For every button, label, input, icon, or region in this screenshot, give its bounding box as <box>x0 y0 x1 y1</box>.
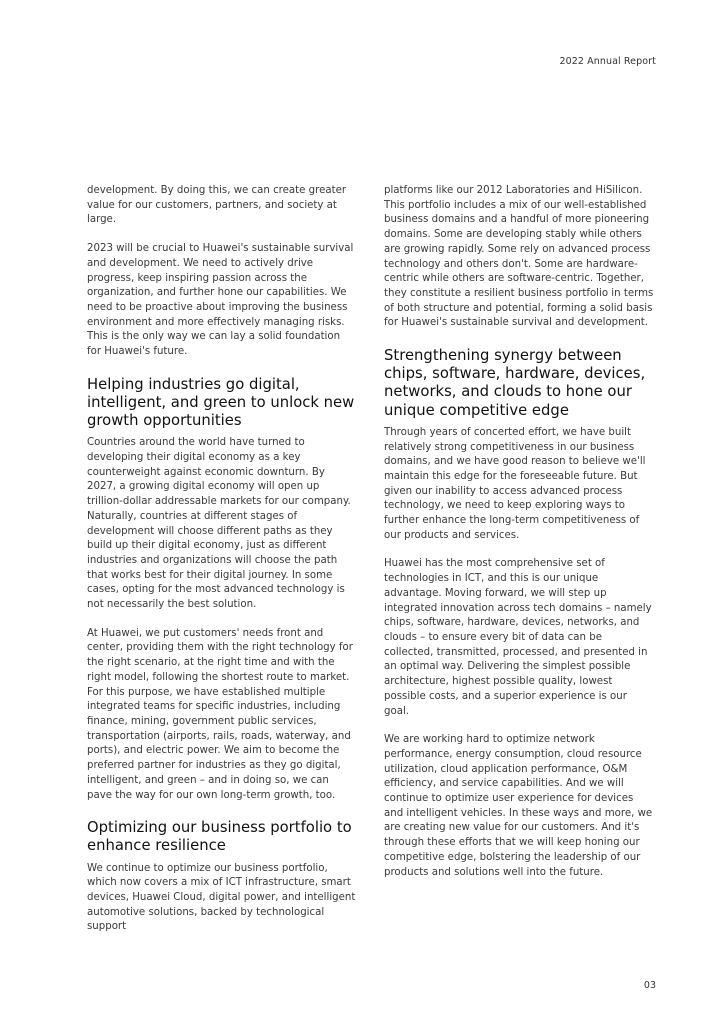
body-paragraph: We are working hard to optimize network performance, energy consumption, cloud resource utilization, cloud application performance, O&M efficiency, and service capabilities. And we will continue to optimize user experience for devices and intelligent vehicles. In these ways and more, we are creating new value for our customers. And it's through these efforts that we will keep honing our competitive edge, bolstering the leadership of our products and solutions well into the future. <box>384 734 653 878</box>
body-paragraph: Through years of concerted effort, we have built relatively strong competitiveness in our business domains, and we have good reason to believe we'll maintain this edge for the foreseeable future. But given our inability to access advanced process technology, we need to keep exploring ways to further enhance the long-term competitiveness of our products and services. <box>384 426 646 541</box>
body-paragraph: development. By doing this, we can create greater value for our customers, partners, and society at large. <box>87 185 347 226</box>
page-number: 03 <box>643 980 656 991</box>
section-heading: Strengthening synergy between chips, software, hardware, devices, networks, and clouds to hone our unique competitive edge <box>384 347 646 419</box>
body-paragraph: We continue to optimize our business portfolio, which now covers a mix of ICT infrastructure, smart devices, Huawei Cloud, digital power, and intelligent automotive solutions, backed by technological support <box>87 862 356 933</box>
running-header: 2022 Annual Report <box>559 56 656 67</box>
body-paragraph: platforms like our 2012 Laboratories and HiSilicon. This portfolio includes a mix of our well-established business domains and a handful of more pioneering domains. Some are developing stably while others are growing rapidly. Some rely on advanced process technology and others don't. Some are hardware-centric while others are software-centric. Together, they constitute a resilient business portfolio in terms of both structure and potential, forming a solid basis for Huawei's sustainable survival and development. <box>384 185 654 329</box>
section-heading: Helping industries go digital, intelligent, and green to unlock new growth opportunities <box>87 375 355 430</box>
body-paragraph: 2023 will be crucial to Huawei's sustainable survival and development. We need to actively drive progress, keep inspiring passion across the organization, and further hone our capabilities. We need to be proactive about improving the business environment and more effectively managing risks. This is the only way we can lay a solid foundation for Huawei's future. <box>87 243 354 358</box>
body-paragraph: Huawei has the most comprehensive set of technologies in ICT, and this is our unique advantage. Moving forward, we will step up integrated innovation across tech domains – namely chips, software, hardware, devices, networks, and clouds – to ensure every bit of data can be collected, transmitted, processed, and presented in an optimal way. Delivering the simplest possible architecture, highest possible quality, lowest possible costs, and a superior experience is our goal. <box>384 558 652 717</box>
body-paragraph: Countries around the world have turned to developing their digital economy as a key counterweight against economic downturn. By 2027, a growing digital economy will open up trillion-dollar addressable markets for our company. Naturally, countries at different stages of development will choose different paths as they build up their digital economy, just as different industries and organizations will choose the path that works best for their digital journey. In some cases, opting for the most advanced technology is not necessarily the best solution. <box>87 437 351 611</box>
body-paragraph: At Huawei, we put customers' needs front and center, providing them with the right technology for the right scenario, at the right time and with the right model, following the shortest route to market. For this purpose, we have established multiple integrated teams for specific industries, including finance, mining, government public services, transportation (airports, rails, roads, waterway, and ports), and electric power. We aim to become the preferred partner for industries as they go digital, intelligent, and green – and in doing so, we can pave the way for our own long-term growth, too. <box>87 627 353 801</box>
right-column <box>384 184 654 880</box>
left-column <box>87 184 357 935</box>
section-heading: Optimizing our business portfolio to enhance resilience <box>87 819 352 855</box>
